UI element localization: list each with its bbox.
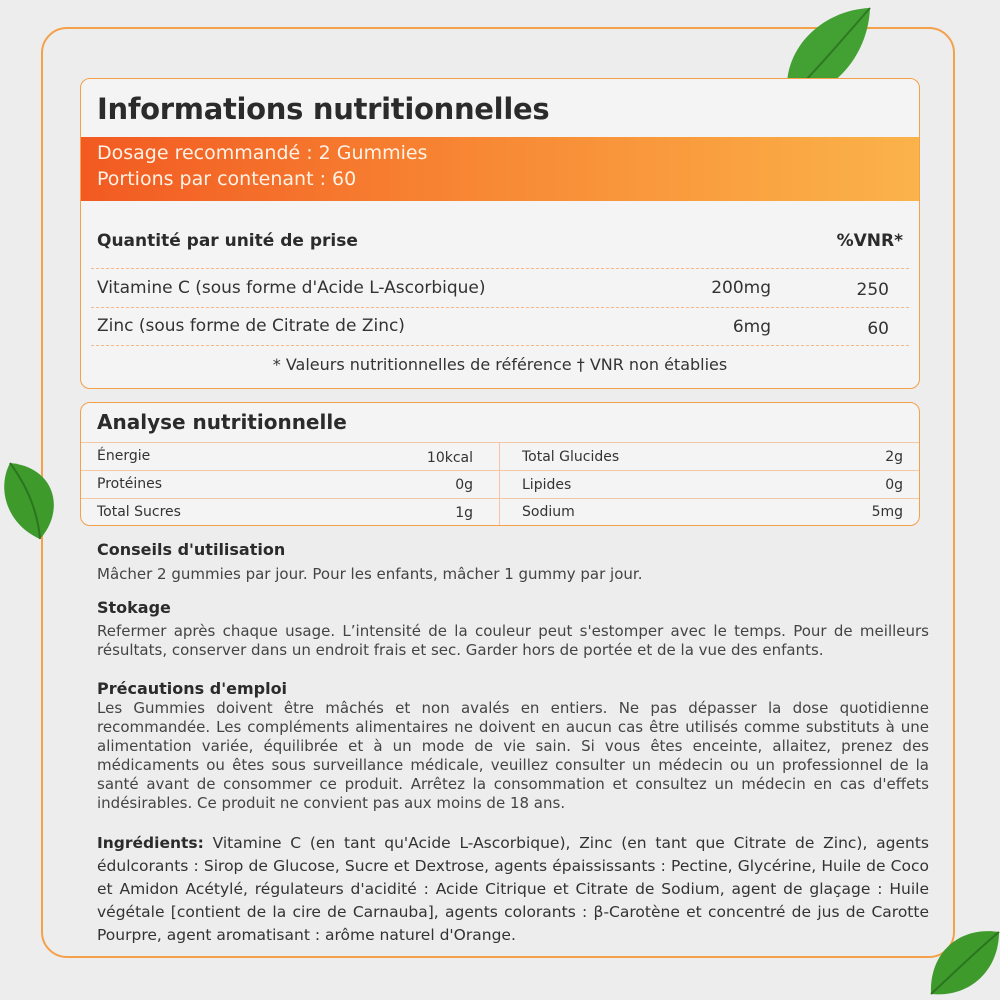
analysis-value: 0g (455, 477, 473, 493)
row-divider (91, 307, 909, 308)
analysis-value: 1g (455, 505, 473, 521)
analysis-title: Analyse nutritionnelle (97, 410, 347, 434)
nutrient-vnr: 60 (867, 319, 889, 339)
row-divider (91, 345, 909, 346)
nutrition-info-card (80, 78, 920, 389)
analysis-value: 5mg (871, 504, 903, 520)
usage-body: Mâcher 2 gummies par jour. Pour les enfants, mâcher 1 gummy par jour. (97, 565, 643, 583)
precautions-title: Précautions d'emploi (97, 679, 288, 698)
nutrient-vnr: 250 (856, 280, 889, 300)
vnr-header: %VNR* (836, 231, 903, 251)
ingredients-body: Vitamine C (en tant qu'Acide L-Ascorbique), Zinc (en tant que Citrate de Zinc), agents édulcorants : Sirop de Glucose, Sucre et Dextrose, agents épaississants : Pectine, Glycérine, Huile de Coco et Amidon Acétylé, régulateurs d'acidité : Acide Citrique et Citrate de Sodium, agent de glaçage : Huile végétale [contient de la cire de Carnauba], agents colorants : β-Carotène et concentré de jus de Carotte Pourpre, agent aromatisant : arôme naturel d'Orange. (97, 834, 929, 944)
leaf-icon (925, 922, 1000, 1000)
analysis-label: Énergie (97, 448, 151, 464)
analysis-card (80, 402, 920, 526)
storage-body: Refermer après chaque usage. L’intensité de la couleur peut s'estomper avec le temps. Pour de meilleurs résultats, conserver dans un endroit frais et sec. Garder hors de portée et de la vue des enfants. (97, 622, 929, 659)
grid-line (81, 498, 919, 499)
footnote: * Valeurs nutritionnelles de référence † VNR non établies (272, 355, 728, 374)
nutrient-name: Zinc (sous forme de Citrate de Zinc) (97, 316, 405, 336)
nutrition-title: Informations nutritionnelles (97, 92, 550, 126)
analysis-value: 10kcal (426, 450, 473, 466)
grid-line (499, 443, 500, 525)
ingredients-block (97, 832, 929, 947)
storage-title: Stokage (97, 598, 171, 617)
analysis-label: Sodium (522, 504, 575, 520)
nutrient-name: Vitamine C (sous forme d'Acide L-Ascorbique) (97, 278, 486, 298)
nutrient-amount: 200mg (711, 278, 771, 298)
nutrient-amount: 6mg (732, 317, 771, 337)
dosage-text: Dosage recommandé : 2 Gummies (97, 142, 428, 164)
grid-line (81, 442, 919, 443)
precautions-body: Les Gummies doivent être mâchés et non avalés en entiers. Ne pas dépasser la dose quotidienne recommandée. Les compléments alimentaires ne doivent en aucun cas être utilisés comme substituts à une alimentation variée, équilibrée et à un mode de vie sain. Si vous êtes enceinte, allaitez, prenez des médicaments ou êtes sous surveillance médicale, veuillez consulter un médecin ou un professionnel de la santé avant de consommer ce produit. Arrêtez la consommation et consultez un médecin en cas d'effets indésirables. Ce produit ne convient pas aux moins de 18 ans. (97, 699, 929, 812)
analysis-value: 2g (885, 449, 903, 465)
portions-text: Portions par contenant : 60 (97, 168, 357, 190)
analysis-value: 0g (885, 477, 903, 493)
ingredients-label: Ingrédients: (97, 834, 204, 852)
analysis-label: Protéines (97, 476, 162, 492)
analysis-label: Total Sucres (97, 504, 181, 520)
quantity-header: Quantité par unité de prise (97, 231, 358, 251)
dosage-band (81, 137, 919, 201)
leaf-icon (0, 455, 70, 545)
usage-title: Conseils d'utilisation (97, 540, 286, 559)
row-divider (91, 268, 909, 269)
grid-line (81, 470, 919, 471)
analysis-label: Lipides (522, 477, 572, 493)
analysis-label: Total Glucides (522, 449, 620, 465)
